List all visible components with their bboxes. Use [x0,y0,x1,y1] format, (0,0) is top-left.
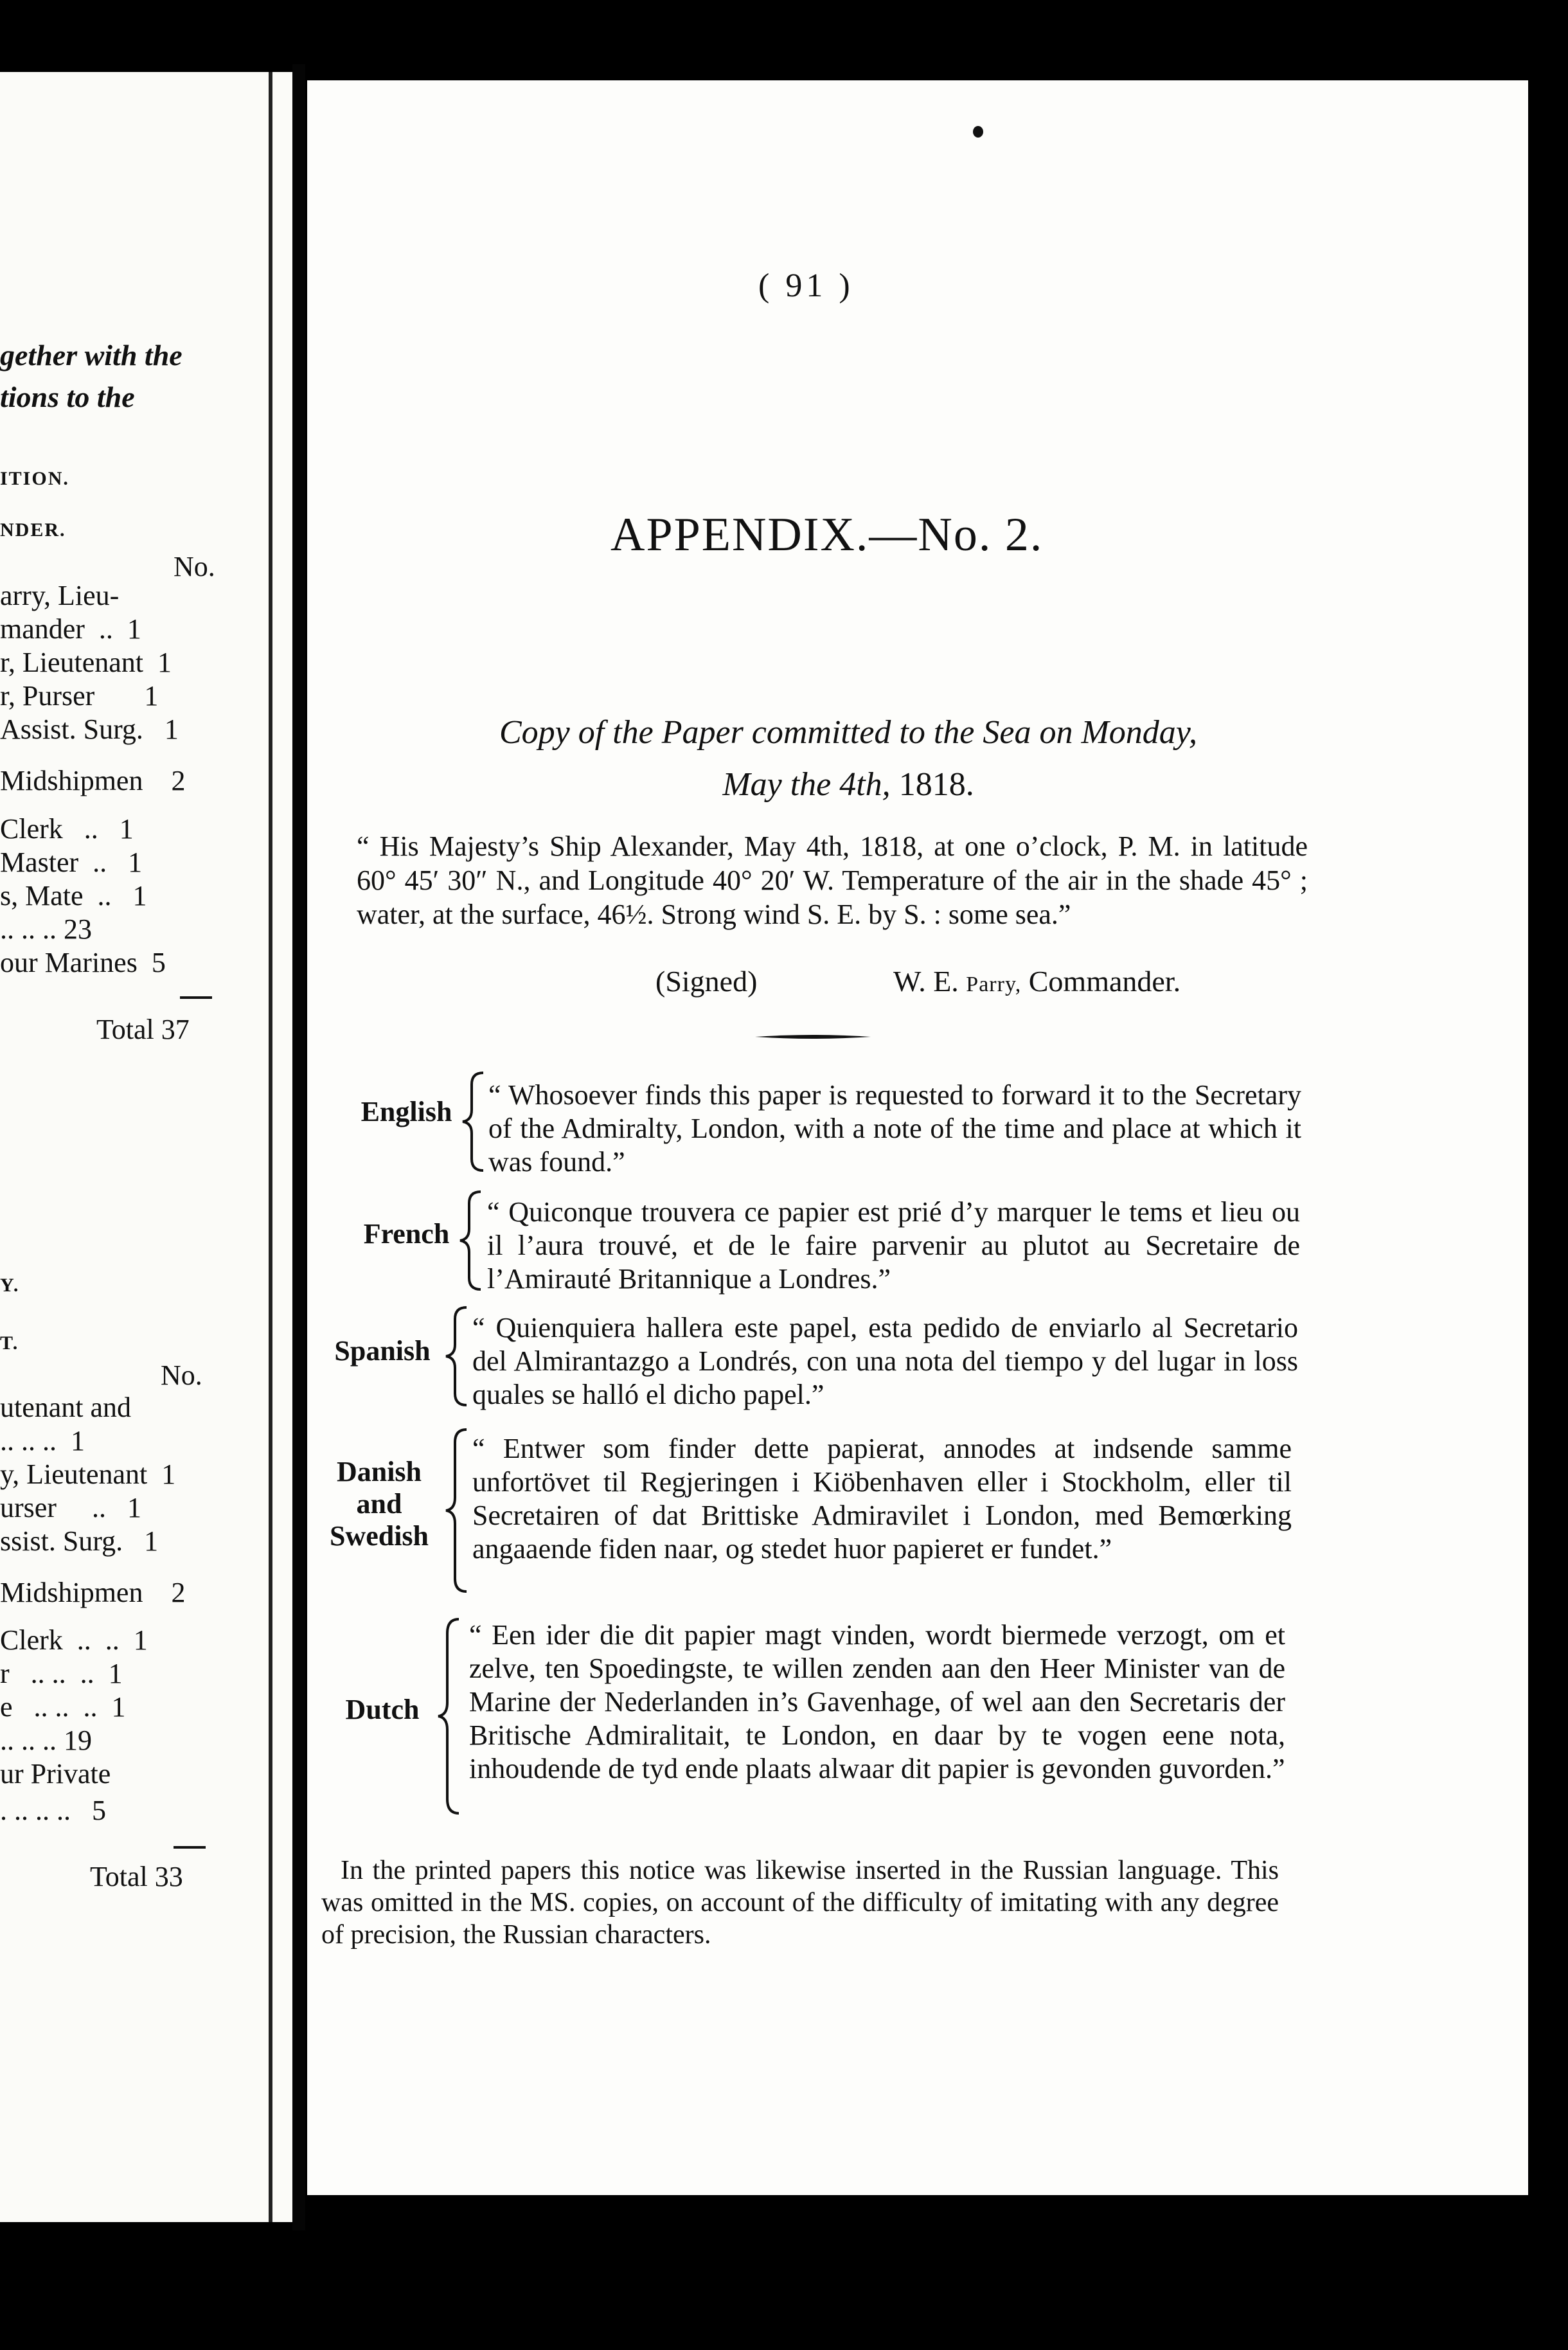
left-page-line: Y. [0,1275,20,1296]
left-page-line: No. [161,1359,202,1391]
language-label: English [361,1096,452,1127]
signer-name: Parry, [966,973,1022,996]
notice-text [472,1311,1298,1412]
brace-icon [458,1189,483,1292]
left-page-line: NDER. [0,519,66,541]
notice-paragraph: “ Quiconque trouvera ce papier est prié d’y marquer le tems et lieu ou il l’aura trouvé, et de le faire parvenir au plutot au Secretaire de l’Amirauté Britannique a Londres.” [487,1196,1300,1295]
language-label: French [363,1218,450,1250]
copy-title-year: 1818. [898,766,974,803]
left-page-line: utenant and [0,1392,132,1423]
left-page-line: Midshipmen 2 [0,1577,186,1608]
notice-paragraph: “ Entwer som finder dette papierat, annodes at indsende samme unfortövet til Regjeringen i Kiöbenhaven eller i Stockholm, eller til Secretairen of dat Brittiske Admiravilet i London, med Bemœrking angaaende fiden naar, og stedet huor papieret er fundet.” [472,1433,1292,1565]
copy-title-line: Copy of the Paper committed to the Sea on Monday, [499,714,1197,751]
left-page-line: Total 37 [96,1014,190,1045]
left-page-line: urser .. 1 [0,1492,141,1523]
left-page-line: Clerk .. .. 1 [0,1624,148,1656]
brace-icon [443,1305,469,1408]
left-page-line: No. [174,551,215,582]
page-title: APPENDIX.—No. 2. [610,508,1044,561]
brace-icon [436,1617,461,1816]
copy-title-date-italic: May the 4th, [722,766,891,803]
notice-text [487,1196,1300,1296]
left-page-line: T. [0,1332,19,1354]
brace-icon [443,1427,469,1594]
signer-title: Commander. [1028,965,1181,998]
language-label: Danish and Swedish [329,1456,429,1552]
left-page-line: r, Lieutenant 1 [0,647,172,678]
copy-title-date-line [424,759,1272,811]
ornament-divider [755,1032,871,1042]
copy-title [424,707,1272,811]
left-page-line: .. .. .. 19 [0,1725,92,1756]
left-page-line: .. .. .. 23 [0,913,92,945]
left-page-line: Assist. Surg. 1 [0,713,179,745]
ship-message-text: “ His Majesty’s Ship Alexander, May 4th, 1818, at one o’clock, P. M. in latitude 60° 45′ 30″ N., and Longitude 40° 20′ W. Temperature of the air in the shade 45° ; water, at the surface, 46½. Strong wind S. E. by S. : some sea.” [357,830,1308,930]
signed-label: (Signed) [655,965,758,998]
notice-text [472,1432,1292,1566]
left-page-line: our Marines 5 [0,947,166,978]
notice-paragraph: “ Whosoever finds this paper is requested to forward it to the Secretary of the Admiralty, London, with a note of the time and place at which it was found.” [488,1079,1301,1178]
left-page-line: tions to the [0,381,135,413]
left-page-line: e .. .. .. 1 [0,1691,126,1723]
left-page-line: Master .. 1 [0,847,143,878]
notice-paragraph: “ Een ider die dit papier magt vinden, wordt biermede verzogt, om et zelve, ten Spoedingste, te willen zenden aan den Heer Minister van de Marine der Nederlanden in’s Gavenhage, of wel aan den Secretaris der Britische Admiralitait, te London, en daar by te vogen eene nota, inhoudende de tyd ende plaats alwaar dit papier is gevonden guvorden.” [469,1619,1285,1784]
left-page-fragment [0,72,292,2222]
language-label: Dutch [345,1694,420,1725]
left-page-line: r .. .. .. 1 [0,1658,123,1689]
ship-message [357,829,1308,931]
left-page-line: mander .. 1 [0,613,141,645]
page-number: ( 91 ) [758,267,854,304]
left-page-line: ur Private [0,1758,111,1789]
left-page-line: s, Mate .. 1 [0,880,147,911]
left-page-line: Clerk .. 1 [0,813,134,845]
signature-block [893,964,1180,998]
book-gutter [292,64,305,2230]
total-rule [174,1846,206,1849]
left-page-line: Total 33 [90,1861,183,1892]
left-page-line: y, Lieutenant 1 [0,1458,176,1490]
left-page-line: gether with the [0,339,183,372]
brace-icon [460,1070,486,1173]
left-page-line: ssist. Surg. 1 [0,1525,159,1557]
left-page-line: .. .. .. 1 [0,1425,85,1457]
page-edge [269,72,272,2222]
left-page-line: r, Purser 1 [0,680,159,712]
total-rule [180,996,212,999]
footnote: In the printed papers this notice was likewise inserted in the Russian language. This was omitted in the MS. copies, on account of the difficulty of imitating with any degree of precision, the Russian characters. [321,1856,1279,1950]
left-page-line: . .. .. .. 5 [0,1795,106,1826]
left-page-line: Midshipmen 2 [0,765,186,796]
notice-text [488,1079,1301,1179]
left-page-line: ITION. [0,468,69,489]
ink-dot [973,126,983,138]
language-label: Spanish [334,1335,431,1367]
notice-paragraph: “ Quienquiera hallera este papel, esta pedido de enviarlo al Secretario del Almirantazgo a Londrés, con una nota del tiempo y del lugar in loss quales se halló el dicho papel.” [472,1312,1298,1410]
signer-initials: W. E. [893,965,959,998]
left-page-line: arry, Lieu- [0,580,120,611]
notice-text [469,1619,1285,1786]
